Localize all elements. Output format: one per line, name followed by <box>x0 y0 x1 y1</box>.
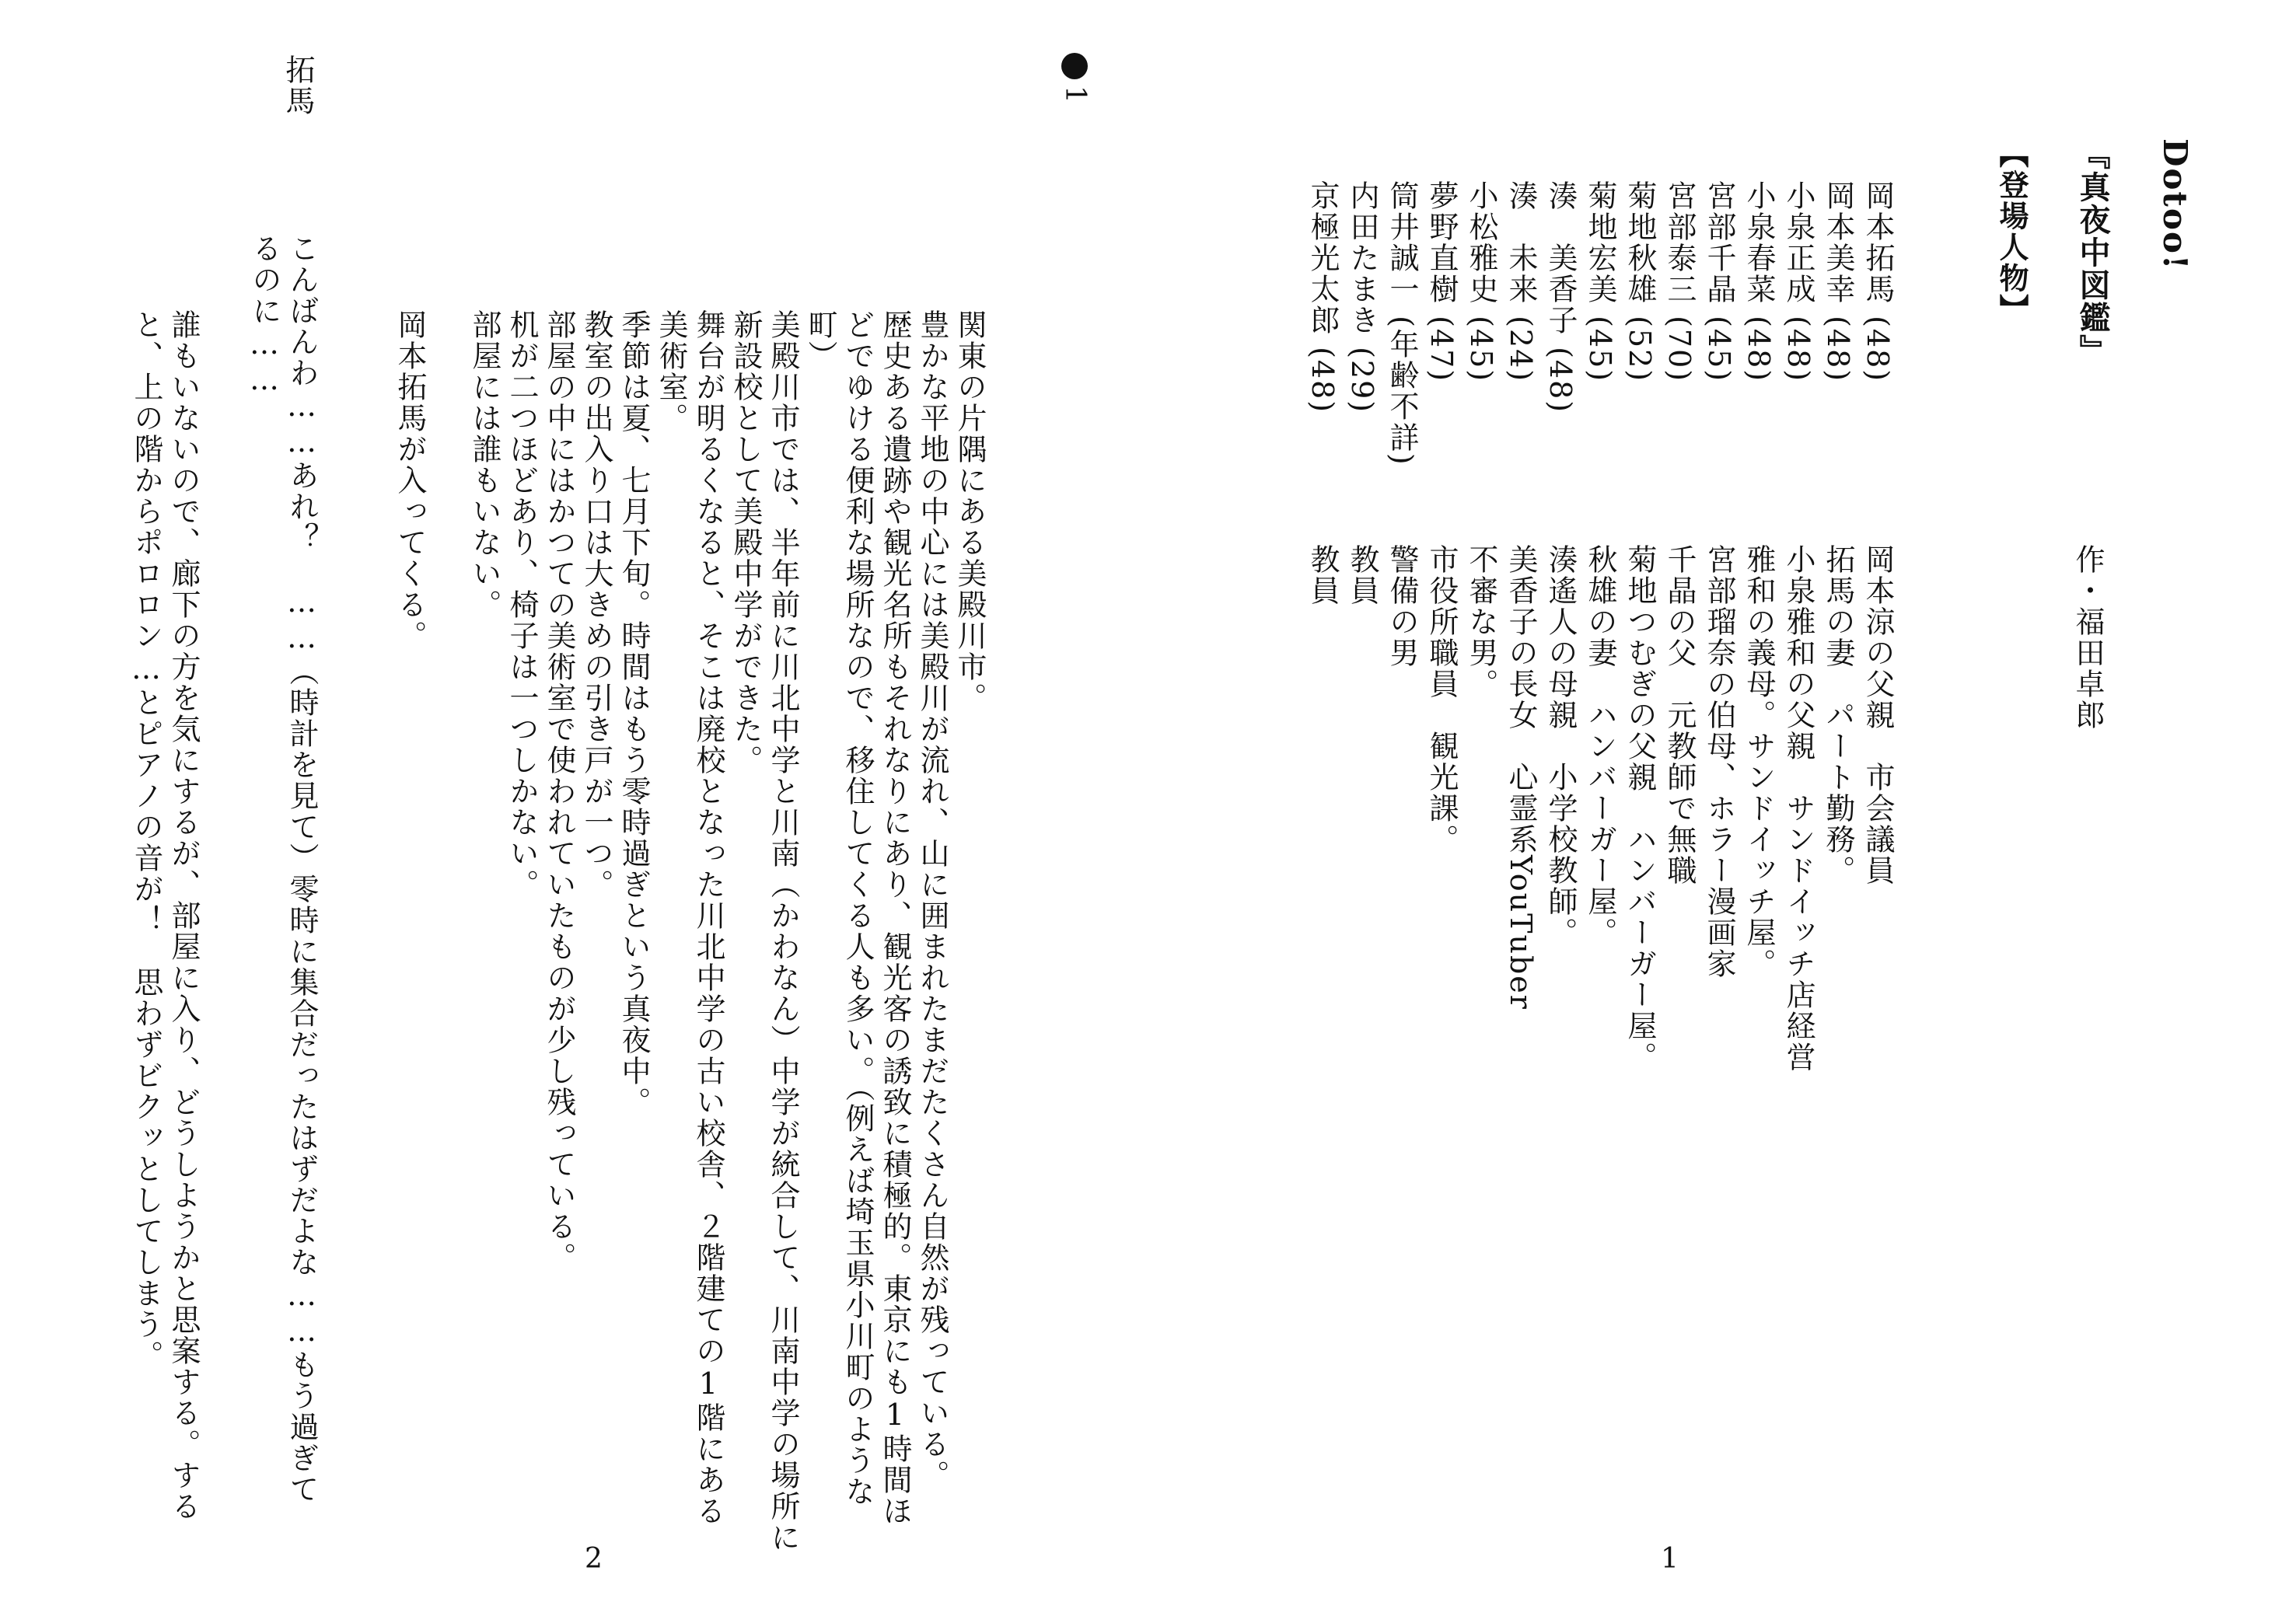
cast-role: 教員 <box>1345 544 1379 606</box>
author-credit: 作・福田卓郎 <box>2071 544 2105 731</box>
cast-name: 小松雅史 (45) <box>1464 180 1498 383</box>
page-number: 2 <box>585 1543 603 1575</box>
stage-direction: 季節は夏、七月下旬。時間はもう零時過ぎという真夜中。 <box>617 309 651 1118</box>
cast-role: 千晶の父 元教師で無職 <box>1662 544 1697 886</box>
stage-direction: 舞台が明るくなると、そこは廃校となった川北中学の古い校舎、２階建ての1階にある美術室。 <box>654 309 725 1527</box>
cast-role: 市役所職員 観光課。 <box>1424 544 1459 855</box>
cast-name: 岡本美幸 (48) <box>1821 180 1855 383</box>
cast-name: 菊地宏美 (45) <box>1583 180 1617 383</box>
cast-role: 小泉雅和の父親 サンドイッチ店経営 <box>1781 544 1815 1073</box>
cast-name: 内田たまき (29) <box>1345 180 1379 414</box>
page-number: 1 <box>1661 1543 1679 1575</box>
cast-name: 筒井誠一 (年齢不詳) <box>1385 180 1419 466</box>
cast-role: 雅和の義母。サンドイッチ屋。 <box>1742 544 1776 979</box>
cast-role: 宮部瑠奈の伯母、ホラー漫画家 <box>1702 544 1736 979</box>
stage-directions <box>391 309 988 1553</box>
cast-name: 小泉正成 (48) <box>1781 180 1815 383</box>
cast-name: 小泉春菜 (48) <box>1742 180 1776 383</box>
cast-name: 京極光太郎 (48) <box>1305 180 1340 414</box>
stage-direction: 教室の出入り口は大きめの引き戸が一つ。 <box>579 309 613 900</box>
page-1 <box>1148 0 2296 1616</box>
cast-name: 夢野直樹 (47) <box>1424 180 1459 383</box>
cast-role: 菊地つむぎの父親 ハンバーガー屋。 <box>1623 544 1657 1073</box>
cast-name: 岡本拓馬 (48) <box>1861 180 1895 383</box>
cast-role: 岡本涼の父親 市会議員 <box>1861 544 1895 886</box>
cast-role: 秋雄の妻 ハンバーガー屋。 <box>1583 544 1617 948</box>
play-title: 『真夜中図鑑』 <box>2074 138 2111 367</box>
stage-direction: 美殿川市では、半年前に川北中学と川南（かわなん）中学が統合して、川南中学の場所に新設校として美殿中学ができた。 <box>729 309 800 1553</box>
stage-direction: 机が二つほどあり、椅子は一つしかない。 <box>505 309 539 900</box>
cast-role: 美香子の長女 心霊系YouTuber <box>1504 544 1538 1010</box>
cast-name: 湊 未来 (24) <box>1504 180 1538 383</box>
group-name: Dotoo! <box>2156 138 2194 271</box>
cast-name: 菊地秋雄 (52) <box>1623 180 1657 383</box>
stage-direction: 関東の片隅にある美殿川市。 <box>952 309 987 714</box>
dialogue-line: こんばんわ……あれ？ ……（時計を見て）零時に集合だったはずだよな……もう過ぎてるのに…… <box>247 233 319 1505</box>
stage-direction: 部屋には誰もいない。 <box>467 309 501 620</box>
stage-direction: 部屋の中にはかつての美術室で使われていたものが少し残っている。 <box>542 309 576 1273</box>
stage-direction-final: 誰もいないので、廊下の方を気にするが、部屋に入り、どうしようかと思案する。すると、上の階からポロロン…とピアノの音が！ 思わずビクッとしてしまう。 <box>129 309 201 1522</box>
cast-role: 教員 <box>1305 544 1340 606</box>
cast-role: 不審な男。 <box>1464 544 1498 700</box>
cast-heading: 【登場人物】 <box>1994 138 2029 325</box>
cast-name: 湊 美香子 (48) <box>1543 180 1578 414</box>
stage-direction: 岡本拓馬が入ってくる。 <box>393 309 427 651</box>
speaker-name: 拓馬 <box>281 54 315 117</box>
stage-direction: 豊かな平地の中心には美殿川が流れ、山に囲まれたまだたくさん自然が残っている。 <box>915 309 949 1491</box>
cast-role: 警備の男 <box>1385 544 1419 668</box>
cast-role: 拓馬の妻 パート勤務。 <box>1821 544 1855 886</box>
stage-direction: 歴史ある遺跡や観光名所もそれなりにあり、観光客の誘致に積極的。東京にも1時間ほどでゆける便利な場所なので、移住してくる人も多い。（例えば埼玉県小川町のような町） <box>803 309 912 1527</box>
cast-role: 湊遙人の母親 小学校教師。 <box>1543 544 1578 948</box>
scene-number: 1 <box>1059 86 1091 105</box>
cast-name: 宮部泰三 (70) <box>1662 180 1697 383</box>
cast-name: 宮部千晶 (45) <box>1702 180 1736 383</box>
scene-marker-icon <box>1061 53 1088 79</box>
